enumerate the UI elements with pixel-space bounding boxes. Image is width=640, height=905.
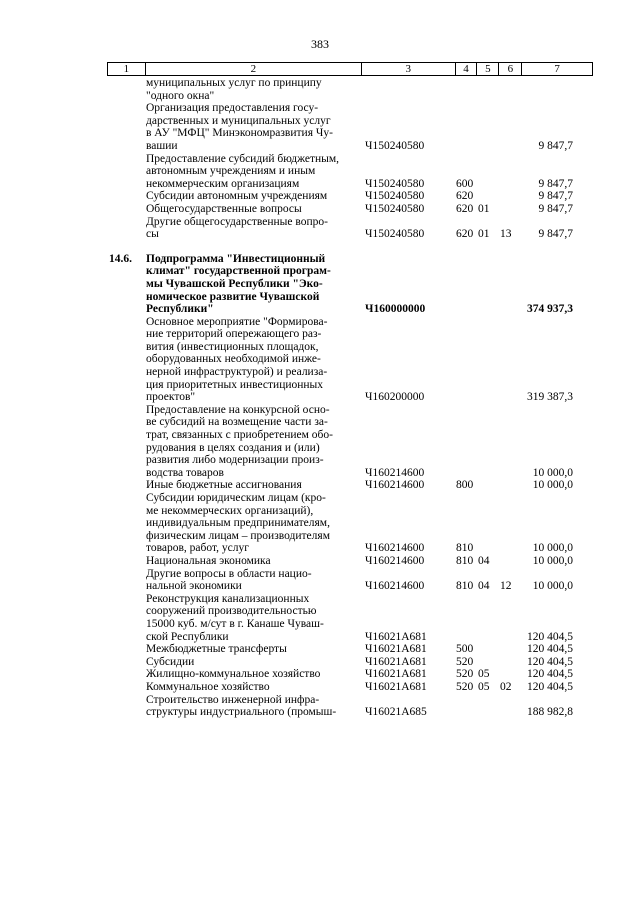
- row-name-line: вития (инвестиционных площадок,: [146, 340, 319, 353]
- table-row: [0, 253, 640, 316]
- row-sum: 120 404,5: [527, 643, 573, 656]
- row-code: Ч160214600: [365, 580, 425, 593]
- row-number: [109, 694, 146, 719]
- row-name: [146, 492, 352, 555]
- row-name-line: ве субсидий на возмещение части за-: [146, 416, 328, 429]
- row-number: [109, 77, 146, 102]
- row-sum: 10 000,0: [532, 542, 573, 555]
- table-row: [0, 492, 640, 555]
- row-vr: 520: [456, 655, 474, 668]
- row-code: Ч16021А681: [365, 655, 427, 668]
- row-sum: 10 000,0: [532, 554, 573, 567]
- row-pr: 02: [500, 680, 512, 693]
- table-row: [0, 568, 640, 593]
- row-number: [109, 479, 146, 492]
- row-name: [146, 316, 352, 404]
- row-name: [146, 593, 352, 643]
- row-code: Ч150240580: [365, 228, 425, 241]
- row-rz: 05: [478, 680, 490, 693]
- table-row: [0, 102, 640, 152]
- row-pr: 12: [500, 580, 512, 593]
- row-name-line: Иные бюджетные ассигнования: [146, 479, 302, 492]
- row-name-line: Национальная экономика: [146, 554, 271, 567]
- row-name-line: Другие общегосударственные вопро-: [146, 215, 328, 228]
- row-name-line: индивидуальным предпринимателям,: [146, 517, 330, 530]
- header-col-2: 2: [146, 63, 362, 75]
- table-row: [0, 190, 640, 203]
- row-name: [146, 479, 352, 492]
- table-row: [0, 153, 640, 191]
- row-number: [109, 492, 146, 555]
- row-name-line: ской Республики: [146, 630, 229, 643]
- header-col-3: 3: [362, 63, 456, 75]
- header-col-5: 5: [477, 63, 499, 75]
- row-sum: 9 847,7: [538, 177, 573, 190]
- row-number: [109, 404, 146, 480]
- row-name-line: ция приоритетных инвестиционных: [146, 378, 324, 391]
- row-name-line: рудования в целях создания и (или): [146, 441, 320, 454]
- row-number: [109, 102, 146, 152]
- table-row: [0, 216, 640, 241]
- table-body: [0, 77, 640, 719]
- table-row: [0, 479, 640, 492]
- row-number: [109, 643, 146, 656]
- row-vr: 810: [456, 580, 474, 593]
- row-name-line: некоммерческим организациям: [146, 177, 300, 190]
- row-name: [146, 694, 352, 719]
- row-name-line: Предоставление на конкурсной осно-: [146, 403, 330, 416]
- row-name-line: вашии: [146, 139, 178, 152]
- row-sum: 10 000,0: [532, 580, 573, 593]
- row-name-line: климат" государственной програм-: [146, 265, 331, 278]
- table-row: [0, 593, 640, 643]
- row-code: Ч160214600: [365, 554, 425, 567]
- row-name: [146, 102, 352, 152]
- row-name: [146, 404, 352, 480]
- row-sum: 120 404,5: [527, 680, 573, 693]
- row-name-line: автономным учреждениям и иным: [146, 165, 316, 178]
- row-name-line: Субсидии юридическим лицам (кро-: [146, 492, 326, 504]
- row-vr: 810: [456, 542, 474, 555]
- row-vr: 620: [456, 190, 474, 203]
- row-rz: 04: [478, 580, 490, 593]
- row-number: [109, 153, 146, 191]
- row-number: [109, 681, 146, 694]
- row-number: [109, 190, 146, 203]
- row-vr: 500: [456, 643, 474, 656]
- row-name: [146, 681, 352, 694]
- table-row: [0, 656, 640, 669]
- header-col-4: 4: [456, 63, 478, 75]
- row-name-line: Реконструкция канализационных: [146, 592, 310, 605]
- row-name-line: муниципальных услуг по принципу: [146, 77, 322, 89]
- row-name-line: Основное мероприятие "Формирова-: [146, 315, 328, 328]
- row-vr: 520: [456, 680, 474, 693]
- row-name: [146, 555, 352, 568]
- row-spacer: [0, 241, 640, 253]
- row-name-line: Организация предоставления госу-: [146, 102, 319, 115]
- row-name-line: сы: [146, 228, 159, 241]
- row-sum: 120 404,5: [527, 655, 573, 668]
- row-name-line: Общегосударственные вопросы: [146, 202, 302, 215]
- table-row: [0, 555, 640, 568]
- row-name-line: физическим лицам – производителям: [146, 529, 330, 542]
- table-row: [0, 681, 640, 694]
- table-row: [0, 203, 640, 216]
- row-code: Ч160200000: [365, 391, 425, 404]
- row-number: 14.6.: [109, 252, 132, 265]
- row-name: [146, 668, 352, 681]
- row-sum: 9 847,7: [538, 228, 573, 241]
- row-sum: 9 847,7: [538, 139, 573, 152]
- row-code: Ч160214600: [365, 479, 425, 492]
- row-number: [109, 593, 146, 643]
- row-sum: 188 982,8: [527, 706, 573, 719]
- row-name-line: мы Чувашской Республики "Эко-: [146, 277, 323, 290]
- row-name-line: ме некоммерческих организаций),: [146, 504, 314, 517]
- row-name: [146, 77, 352, 102]
- row-vr: 620: [456, 228, 474, 241]
- row-name: [146, 190, 352, 203]
- row-name-line: Другие вопросы в области нацио-: [146, 567, 312, 580]
- row-name-line: проектов": [146, 391, 196, 404]
- header-col-7: 7: [554, 63, 560, 75]
- row-sum: 120 404,5: [527, 630, 573, 643]
- row-name-line: структуры индустриального (промыш-: [146, 706, 337, 719]
- row-name-line: нальной экономики: [146, 580, 242, 593]
- row-code: Ч16021А681: [365, 668, 427, 681]
- row-name-line: Межбюджетные трансферты: [146, 643, 287, 656]
- row-name-line: 15000 куб. м/сут в г. Канаше Чуваш-: [146, 617, 324, 630]
- row-name-line: дарственных и муниципальных услуг: [146, 114, 331, 127]
- row-name-line: Субсидии автономным учреждениям: [146, 190, 328, 203]
- row-name: [146, 643, 352, 656]
- row-code: Ч160000000: [365, 303, 426, 316]
- row-pr: 13: [500, 228, 512, 241]
- row-number: [109, 568, 146, 593]
- row-vr: 810: [456, 554, 474, 567]
- row-rz: 04: [478, 554, 490, 567]
- row-number: [109, 668, 146, 681]
- row-code: Ч150240580: [365, 190, 425, 203]
- row-code: Ч150240580: [365, 202, 425, 215]
- row-sum: 374 937,3: [527, 303, 573, 316]
- row-name-line: Строительство инженерной инфра-: [146, 693, 320, 706]
- row-number: [109, 316, 146, 404]
- header-col-6: 6: [499, 63, 522, 75]
- row-vr: 800: [456, 479, 474, 492]
- row-name-line: номическое развитие Чувашской: [146, 290, 320, 303]
- row-number: [109, 216, 146, 241]
- row-name-line: развития либо модернизации произ-: [146, 454, 324, 467]
- row-vr: 600: [456, 177, 474, 190]
- row-sum: 9 847,7: [538, 190, 573, 203]
- row-code: Ч160214600: [365, 542, 425, 555]
- row-name: [146, 153, 352, 191]
- row-code: Ч160214600: [365, 466, 425, 479]
- table-row: [0, 77, 640, 102]
- row-code: Ч16021А681: [365, 680, 427, 693]
- row-code: Ч16021А685: [365, 706, 427, 719]
- row-name-line: в АУ "МФЦ" Минэкономразвития Чу-: [146, 127, 333, 140]
- row-name: [146, 656, 352, 669]
- row-sum: 10 000,0: [532, 466, 573, 479]
- page-number: 383: [311, 37, 329, 51]
- row-name-line: Жилищно-коммунальное хозяйство: [146, 668, 321, 681]
- row-name-line: Коммунальное хозяйство: [146, 680, 270, 693]
- row-name: [146, 203, 352, 216]
- table-header: [107, 62, 593, 76]
- row-name-line: "одного окна": [146, 89, 215, 102]
- row-rz: 01: [478, 228, 490, 241]
- row-name-line: сооружений производительностью: [146, 605, 317, 618]
- row-sum: 319 387,3: [527, 391, 573, 404]
- row-name-line: нерной инфраструктурой) и реализа-: [146, 366, 328, 379]
- row-name-line: Предоставление субсидий бюджетным,: [146, 152, 340, 165]
- row-sum: 120 404,5: [527, 668, 573, 681]
- row-name: [146, 568, 352, 593]
- row-name-line: трат, связанных с приобретением обо-: [146, 429, 333, 442]
- row-code: Ч16021А681: [365, 643, 427, 656]
- row-name-line: Подпрограмма "Инвестиционный: [146, 252, 326, 265]
- table-row: [0, 404, 640, 480]
- row-code: Ч16021А681: [365, 630, 427, 643]
- row-name-line: товаров, работ, услуг: [146, 542, 249, 555]
- row-sum: 10 000,0: [532, 479, 573, 492]
- row-number: [109, 555, 146, 568]
- row-name-line: водства товаров: [146, 466, 224, 479]
- table-row: [0, 668, 640, 681]
- row-vr: 520: [456, 668, 474, 681]
- row-name: [146, 253, 352, 316]
- row-vr: 620: [456, 202, 474, 215]
- table-row: [0, 643, 640, 656]
- row-rz: 01: [478, 202, 490, 215]
- row-name-line: оборудованных необходимой инже-: [146, 353, 321, 366]
- row-code: Ч150240580: [365, 139, 425, 152]
- table-row: [0, 694, 640, 719]
- header-col-1: 1: [108, 63, 146, 75]
- row-name: [146, 216, 352, 241]
- row-rz: 05: [478, 668, 490, 681]
- table-row: [0, 316, 640, 404]
- row-number: [109, 656, 146, 669]
- row-name-line: ние территорий опережающего раз-: [146, 328, 322, 341]
- row-code: Ч150240580: [365, 177, 425, 190]
- row-name-line: Республики": [146, 303, 214, 316]
- row-sum: 9 847,7: [538, 202, 573, 215]
- row-name-line: Субсидии: [146, 655, 195, 668]
- row-number: [109, 203, 146, 216]
